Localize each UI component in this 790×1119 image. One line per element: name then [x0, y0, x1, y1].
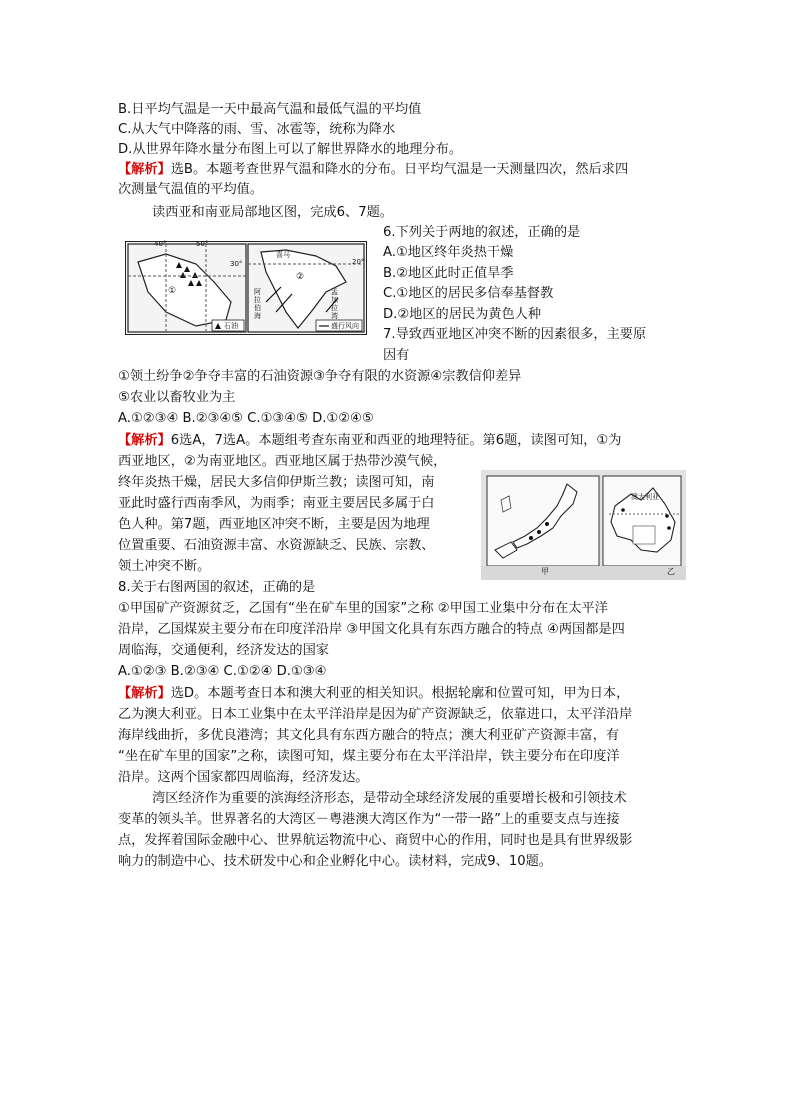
analysis-67-line6: 位置重要、石油资源丰富、水资源缺乏、民族、宗教、: [118, 538, 435, 553]
bay-area-para-line3: 点，发挥着国际金融中心、世界航运物流中心、商贸中心的作用，同时也是具有世界级影: [118, 833, 633, 848]
question-6-option-c: C.①地区的居民多信奉基督教: [383, 286, 554, 301]
question-6-option-d: D.②地区的居民为黄色人种: [383, 307, 542, 322]
analysis-5-line1: 【解析】选B。本题考查世界气温和降水的分布。日平均气温是一天测量四次，然后求四: [118, 162, 629, 177]
region-1-label: ①: [168, 286, 177, 296]
analysis-67-line3: 终年炎热干燥，居民大多信仰伊斯兰教；读图可知，南: [118, 475, 435, 490]
lon40-label: 40°: [154, 240, 167, 248]
question-7-options: A.①②③④ B.②③④⑤ C.①③④⑤ D.①②④⑤: [118, 411, 374, 426]
analysis-tag: 【解析】: [118, 162, 171, 177]
question-8-line1: ①甲国矿产资源贫乏，乙国有“坐在矿车里的国家”之称 ②甲国工业集中分布在太平洋: [118, 601, 608, 616]
himalaya-label: 喜马: [276, 251, 290, 259]
question-8-line2: 沿岸，乙国煤炭主要分布在印度洋沿岸 ③甲国文化具有东西方融合的特点 ④两国都是四: [118, 622, 625, 637]
question-6-option-b: B.②地区此时正值旱季: [383, 266, 514, 281]
question-7-factor-5: ⑤农业以畜牧业为主: [118, 390, 236, 405]
arabian-sea-label: 阿拉伯海: [254, 288, 261, 320]
analysis-8-line3: 海岸线曲折，多优良港湾；其文化具有东西方融合的特点；澳大利亚矿产资源丰富，有: [118, 728, 620, 743]
option-c-line: C.从大气中降落的雨、雪、冰雹等，统称为降水: [118, 122, 396, 137]
analysis-8-line1: 【解析】选D。本题考查日本和澳大利亚的相关知识。根据轮廓和位置可知，甲为日本，: [118, 686, 630, 701]
analysis-tag: 【解析】: [118, 686, 171, 701]
japan-australia-map-svg: [481, 470, 686, 580]
analysis-tag: 【解析】: [118, 433, 171, 448]
analysis-8-line2: 乙为澳大利亚。日本工业集中在太平洋沿岸是因为矿产资源缺乏，依靠进口，太平洋沿岸: [118, 707, 633, 722]
map-intro-line: 读西亚和南亚局部地区图，完成6、7题。: [152, 205, 393, 220]
question-6: 6.下列关于两地的叙述，正确的是: [383, 225, 581, 240]
legend-oil-label: 石油: [224, 322, 238, 330]
analysis-8-line4: “坐在矿车里的国家”之称，读图可知，煤主要分布在太平洋沿岸，铁主要分布在印度洋: [118, 749, 620, 764]
question-8: 8.关于右图两国的叙述，正确的是: [118, 580, 316, 595]
question-8-options: A.①②③ B.②③④ C.①②④ D.①③④: [118, 664, 327, 679]
lon50-label: 50°: [196, 240, 209, 248]
question-7-line2: 因有: [383, 348, 410, 363]
analysis-67-line1: 【解析】6选A，7选A。本题组考查东南亚和西亚的地理特征。第6题，读图可知，①为: [118, 433, 622, 448]
legend-wind-label: 盛行风向: [331, 322, 359, 330]
west-south-asia-map: [125, 241, 367, 335]
question-7-factors: ①领土纷争②争夺丰富的石油资源③争夺有限的水资源④宗教信仰差异: [118, 369, 522, 384]
question-6-option-a: A.①地区终年炎热干燥: [383, 245, 514, 260]
question-7-line1: 7.导致西亚地区冲突不断的因素很多，主要原: [383, 327, 647, 342]
option-d-line: D.从世界年降水量分布图上可以了解世界降水的地理分布。: [118, 142, 463, 157]
label-yi: 乙: [667, 567, 675, 576]
analysis-67-line2: 西亚地区，②为南亚地区。西亚地区属于热带沙漠气候，: [118, 454, 447, 469]
analysis-5-line2: 次测量气温值的平均值。: [118, 182, 264, 197]
analysis-67-line5: 色人种。第7题，西亚地区冲突不断，主要是因为地理: [118, 517, 430, 532]
bay-area-para-line2: 变革的领头羊。世界著名的大湾区－粤港澳大湾区作为“一带一路”上的重要支点与连接: [118, 812, 620, 827]
bay-area-para-line4: 响力的制造中心、技术研发中心和企业孵化中心。读材料，完成9、10题。: [118, 854, 552, 869]
australia-label: 澳大利亚: [631, 493, 659, 501]
analysis-8-line5: 沿岸。这两个国家都四周临海，经济发达。: [118, 770, 369, 785]
question-8-line3: 周临海，交通便利，经济发达的国家: [118, 643, 329, 658]
option-b-line: B.日平均气温是一天中最高气温和最低气温的平均值: [118, 102, 422, 117]
bay-of-bengal-label: 孟加拉湾: [331, 288, 338, 320]
analysis-67-line4: 亚此时盛行西南季风，为雨季；南亚主要居民多属于白: [118, 496, 435, 511]
lat30-label: 30°: [230, 260, 243, 268]
analysis-67-line7: 领土冲突不断。: [118, 559, 211, 574]
west-south-asia-map-svg: [126, 242, 366, 334]
label-jia: 甲: [541, 567, 549, 576]
bay-area-para-line1: 湾区经济作为重要的滨海经济形态，是带动全球经济发展的重要增长极和引领技术: [152, 791, 627, 806]
japan-australia-map: [481, 470, 686, 580]
region-2-label: ②: [296, 272, 305, 282]
lat20-label: 20°: [352, 258, 365, 266]
